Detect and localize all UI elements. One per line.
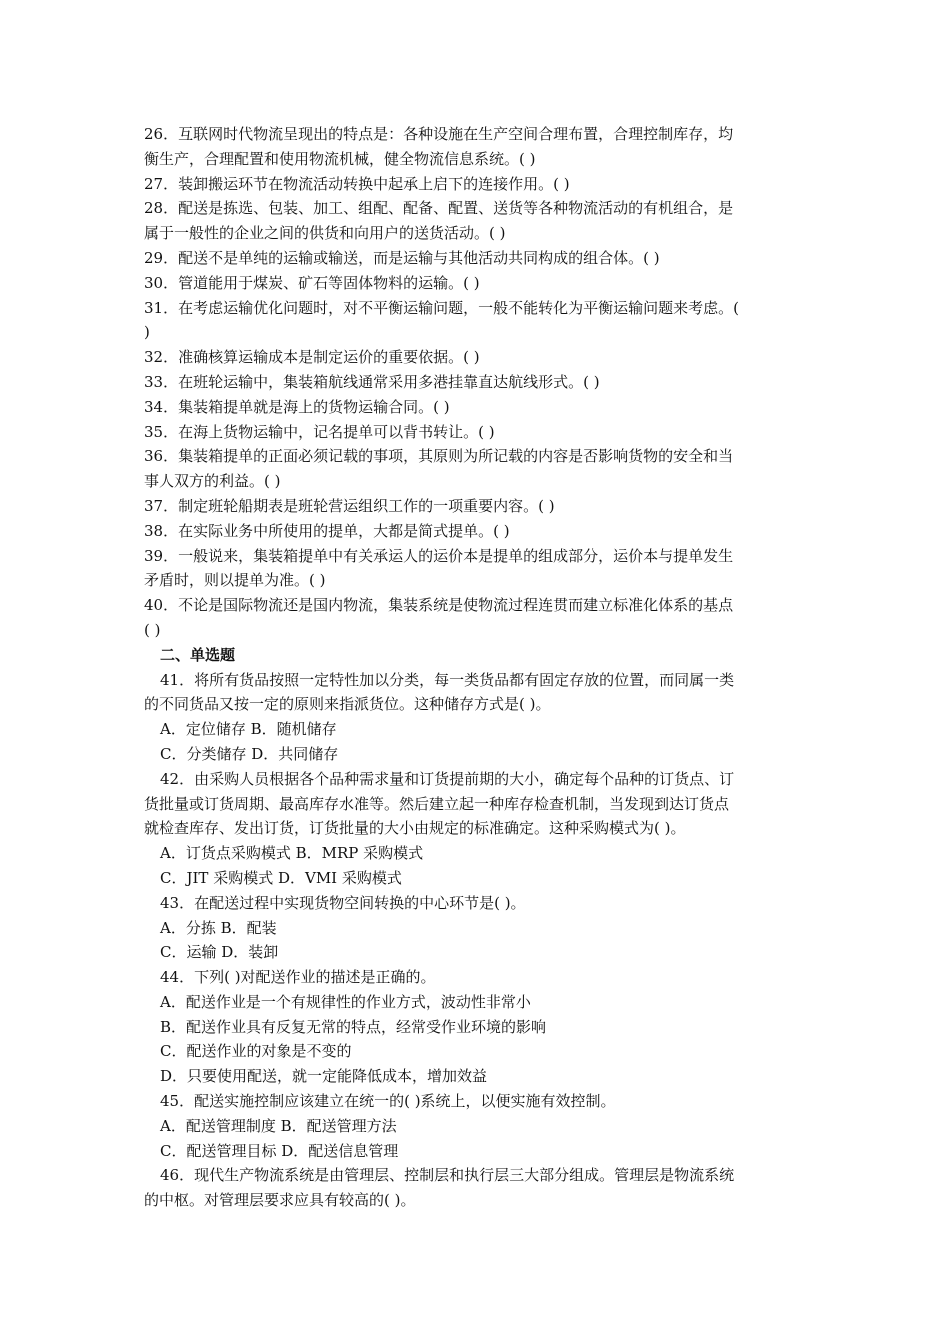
text-line: 31．在考虑运输优化问题时，对不平衡运输问题，一般不能转化为平衡运输问题来考虑。(: [144, 298, 739, 317]
text-line: 41．将所有货品按照一定特性加以分类，每一类货品都有固定存放的位置，而同属一类: [160, 670, 735, 689]
text-line: 26．互联网时代物流呈现出的特点是：各种设施在生产空间合理布置，合理控制库存，均: [144, 125, 734, 143]
section-heading: 二、单选题: [160, 645, 236, 664]
text-line: 43．在配送过程中实现货物空间转换的中心环节是( )。: [160, 893, 526, 912]
text-line: 的中枢。对管理层要求应具有较高的( )。: [144, 1191, 416, 1210]
text-line: 35．在海上货物运输中，记名提单可以背书转让。( ): [144, 422, 495, 441]
text-line: 就检查库存、发出订货，订货批量的大小由规定的标准确定。这种采购模式为( )。: [144, 819, 686, 838]
text-line: 42．由采购人员根据各个品种需求量和订货提前期的大小，确定每个品种的订货点、订: [160, 769, 735, 788]
text-line: A．订货点采购模式 B．MRP 采购模式: [160, 844, 424, 863]
text-line: 33．在班轮运输中，集装箱航线通常采用多港挂靠直达航线形式。( ): [144, 372, 600, 391]
text-line: 矛盾时，则以提单为准。( ): [144, 571, 326, 590]
text-line: 39．一般说来，集装箱提单中有关承运人的运价本是提单的组成部分，运价本与提单发生: [144, 546, 734, 565]
text-line: 的不同货品又按一定的原则来指派货位。这种储存方式是( )。: [144, 695, 551, 714]
text-line: 36．集装箱提单的正面必须记载的事项，其原则为所记载的内容是否影响货物的安全和当: [144, 447, 734, 466]
text-line: A．配送作业是一个有规律性的作业方式，波动性非常小: [160, 992, 531, 1011]
text-line: 衡生产，合理配置和使用物流机械，健全物流信息系统。( ): [144, 149, 536, 168]
text-line: 货批量或订货周期、最高库存水准等。然后建立起一种库存检查机制，当发现到达订货点: [144, 794, 730, 813]
text-line: C．分类储存 D．共同储存: [160, 744, 339, 763]
text-line: 属于一般性的企业之间的供货和向用户的送货活动。( ): [144, 224, 506, 243]
text-line: 事人双方的利益。( ): [144, 472, 281, 491]
text-line: A．分拣 B．配装: [160, 918, 277, 937]
text-line: 28．配送是拣选、包装、加工、组配、配备、配置、送货等各种物流活动的有机组合，是: [144, 199, 734, 218]
text-line: 40．不论是国际物流还是国内物流，集装系统是使物流过程连贯而建立标准化体系的基点: [144, 596, 734, 615]
text-line: D．只要使用配送，就一定能降低成本，增加效益: [160, 1067, 488, 1086]
text-line: 37．制定班轮船期表是班轮营运组织工作的一项重要内容。( ): [144, 496, 555, 515]
text-line: 45．配送实施控制应该建立在统一的( )系统上，以便实施有效控制。: [160, 1092, 616, 1111]
text-line: 38．在实际业务中所使用的提单，大都是简式提单。( ): [144, 521, 510, 540]
text-line: 34．集装箱提单就是海上的货物运输合同。( ): [144, 397, 450, 416]
text-line: ( ): [144, 620, 161, 639]
document-body: [144, 122, 812, 1213]
text-line: B．配送作业具有反复无常的特点，经常受作业环境的影响: [160, 1017, 547, 1036]
text-line: 29．配送不是单纯的运输或输送，而是运输与其他活动共同构成的组合体。( ): [144, 248, 660, 267]
text-line: 32．准确核算运输成本是制定运价的重要依据。( ): [144, 348, 480, 367]
text-line: 44．下列( )对配送作业的描述是正确的。: [160, 968, 436, 987]
text-line: C．配送管理目标 D．配送信息管理: [160, 1141, 399, 1160]
text-line: 46．现代生产物流系统是由管理层、控制层和执行层三大部分组成。管理层是物流系统: [160, 1166, 735, 1185]
text-line: ): [144, 323, 150, 342]
text-line: A．定位储存 B．随机储存: [160, 720, 337, 739]
text-line: 27．装卸搬运环节在物流活动转换中起承上启下的连接作用。( ): [144, 174, 570, 193]
text-line: 30．管道能用于煤炭、矿石等固体物料的运输。( ): [144, 273, 480, 292]
text-line: C．配送作业的对象是不变的: [160, 1042, 352, 1061]
text-line: A．配送管理制度 B．配送管理方法: [160, 1116, 397, 1135]
text-line: C．JIT 采购模式 D．VMI 采购模式: [160, 868, 402, 887]
text-line: C．运输 D．装卸: [160, 943, 279, 962]
